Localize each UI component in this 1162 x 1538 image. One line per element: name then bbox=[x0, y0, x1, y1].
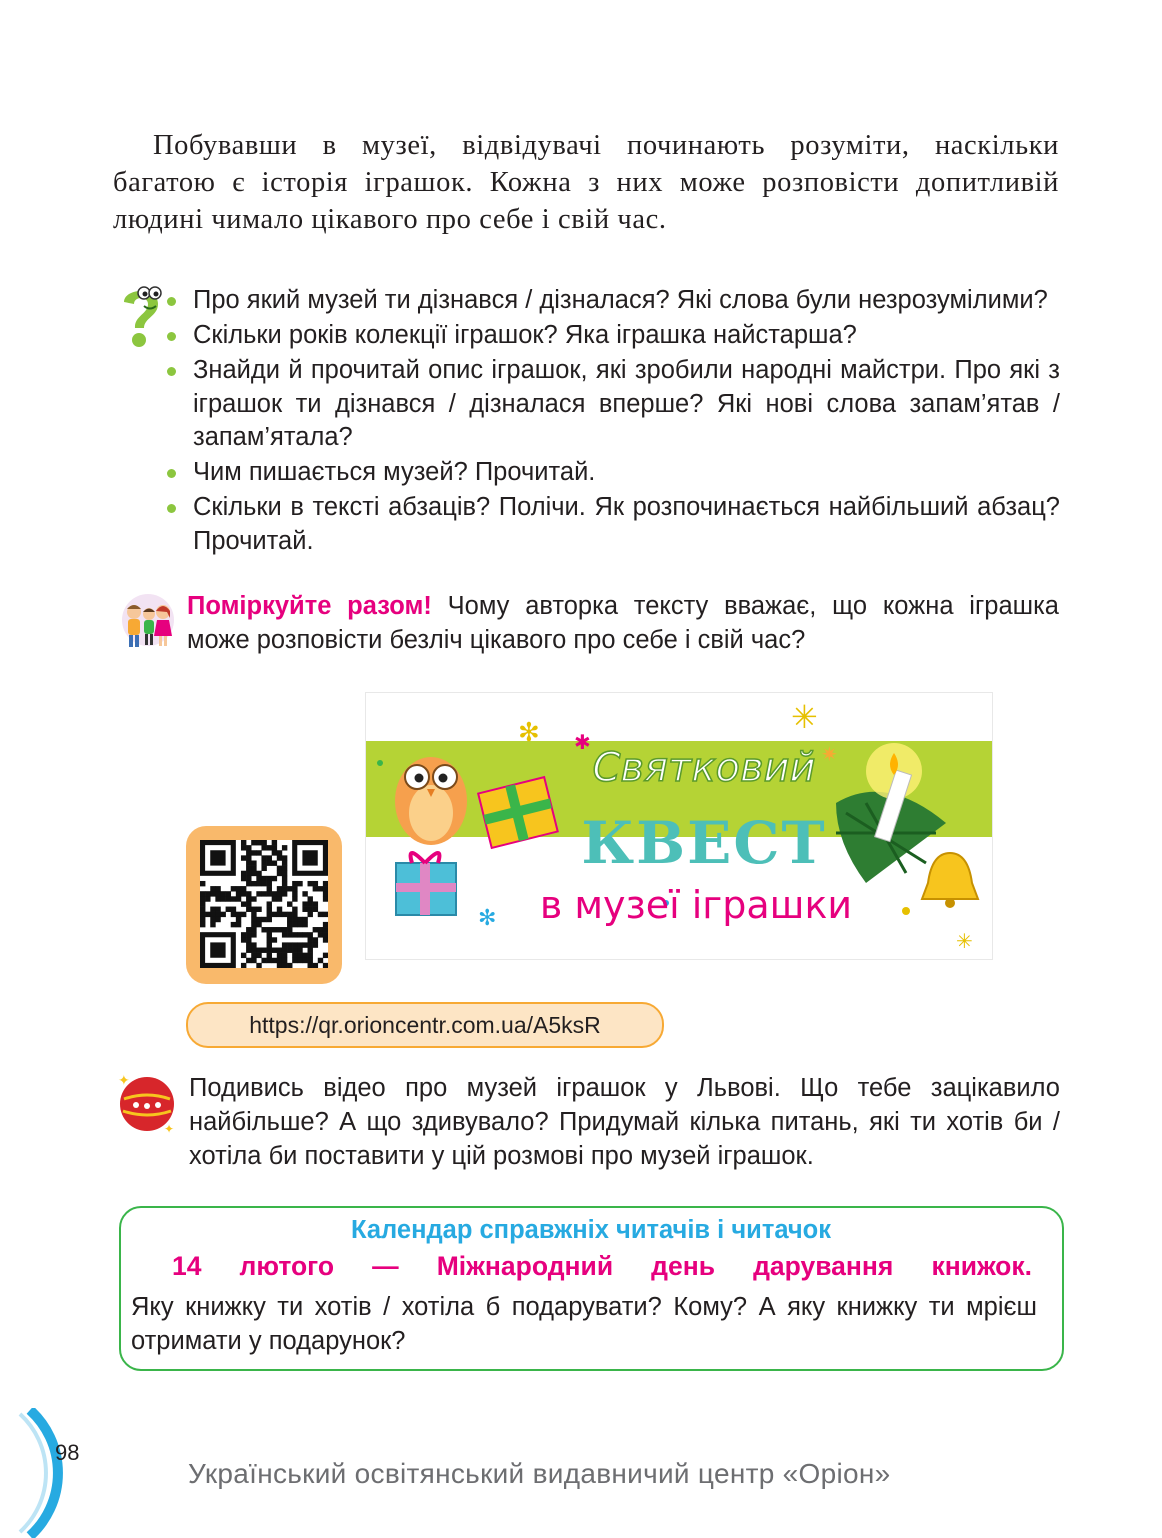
snowflake-icon: ✱ bbox=[574, 732, 591, 754]
svg-text:✦: ✦ bbox=[164, 1122, 175, 1135]
calendar-event: Міжнародний день дарування книжок. bbox=[436, 1251, 1032, 1281]
video-task: Подивись відео про музей іграшок у Львові. Що тебе зацікавило найбільше? А що здивувало? Придумай кілька питань, які ти хотів би / хотіла би поставити у цій розмові про музей іграшок. bbox=[189, 1074, 1060, 1170]
owl-icon bbox=[395, 757, 467, 845]
question-item: Знайди й прочитай опис іграшок, які зробили народні майстри. Про які з іграшок ти дізнався / дізналася вперше? Які нові слова запам’ятав / запам’ятала? bbox=[166, 354, 1060, 455]
banner-title-line1: Святковий bbox=[592, 745, 816, 791]
banner-title-line2: КВЕСТ bbox=[581, 809, 827, 877]
question-item: Про який музей ти дізнався / дізналася? Які слова були незрозумілими? bbox=[166, 284, 1060, 318]
intro-text: Побувавши в музеї, відвідувачі починають розуміти, наскільки багатою є історія іграшок. Кожна з них може розповісти допитливій людині чимало цікавого про себе і свій час. bbox=[113, 130, 1059, 235]
calendar-day bbox=[172, 1251, 1032, 1282]
christmas-ornament-icon bbox=[114, 1069, 180, 1135]
page-corner-arc bbox=[0, 1408, 116, 1538]
qr-url-link[interactable]: https://qr.orioncentr.com.ua/A5ksR bbox=[186, 1002, 664, 1048]
discuss-prompt bbox=[187, 590, 1059, 657]
calendar-date: 14 лютого bbox=[172, 1251, 335, 1281]
svg-text:✦: ✦ bbox=[118, 1072, 130, 1088]
publisher-footer: Український освітянський видавничий центр «Оріон» bbox=[188, 1458, 891, 1489]
snowflake-icon: ✳ bbox=[791, 699, 818, 735]
gift-box-icon bbox=[396, 853, 456, 915]
question-item: Чим пишається музей? Прочитай. bbox=[166, 456, 1060, 490]
qr-code-frame[interactable] bbox=[186, 826, 342, 984]
discuss-text: Чому авторка тексту вважає, що кожна іграшка може розповісти безліч цікавого про себе і свій час? bbox=[187, 592, 1059, 654]
calendar-dash: — bbox=[372, 1251, 399, 1281]
question-item: Скільки років колекції іграшок? Яка іграшка найстарша? bbox=[166, 319, 1060, 353]
bell-icon bbox=[922, 853, 978, 908]
snowflake-icon: ✷ bbox=[821, 744, 838, 766]
snowflake-icon: ✻ bbox=[518, 717, 540, 747]
calendar-question: Яку книжку ти хотів / хотіла б подарувати? Кому? А яку книжку ти мрієш отримати у подарунок? bbox=[131, 1293, 1037, 1355]
question-list bbox=[166, 284, 1060, 560]
children-icon bbox=[118, 592, 178, 652]
quest-banner bbox=[365, 692, 993, 960]
discuss-lead: Поміркуйте разом! bbox=[187, 592, 432, 620]
page-number: 98 bbox=[55, 1440, 80, 1465]
question-item: Скільки в тексті абзаців? Полічи. Як розпочинається найбільший абзац? Прочитай. bbox=[166, 491, 1060, 558]
intro-paragraph bbox=[113, 127, 1059, 238]
calendar-heading: Календар справжніх читачів і читачок bbox=[350, 1216, 832, 1244]
snowflake-icon: ✳ bbox=[956, 931, 973, 953]
qr-code[interactable] bbox=[200, 840, 328, 968]
banner-title-line3: в музеї іграшки bbox=[539, 883, 853, 927]
snowflake-icon: ✻ bbox=[478, 905, 497, 930]
question-mark-icon bbox=[114, 284, 170, 350]
